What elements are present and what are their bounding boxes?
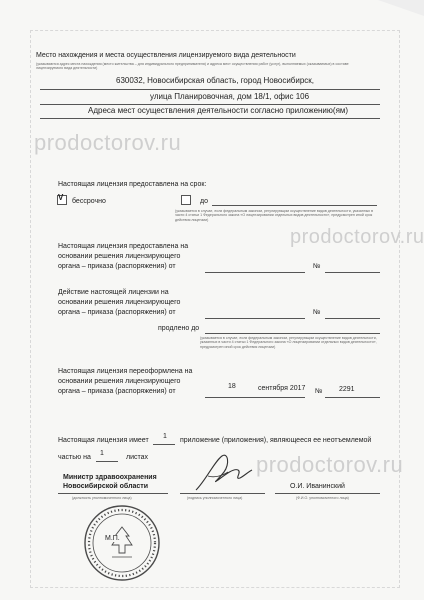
handwritten-signature xyxy=(188,450,258,495)
extend-until-label: продлено до xyxy=(158,325,200,332)
address-line-3: Адреса мест осуществления деятельности согласно приложению(ям) xyxy=(88,106,349,115)
term-note: (указывается в случае, если федеральным законом, регулирующим осуществление видов деятельности, указанных в части 4 статьи 1 Федерального закона «О лицензировании отдельных видов деятельности», предусмотрен иной срок действия лицензии) xyxy=(175,209,374,222)
address-line-1: 630032, Новосибирская область, город Новосибирск, xyxy=(116,76,315,85)
signatory-position-2: Новосибирской области xyxy=(63,483,149,490)
reissue-line-3: органа – приказа (распоряжения) от xyxy=(58,388,176,395)
extend-note: (указывается в случае, если федеральным законом, регулирующим осуществление видов деятельности, указанных в части 4 статьи 1 Федерального закона «О лицензировании отдельных видов деятельности», предусмотрен иной срок действия лицензии) xyxy=(200,336,377,349)
reissue-day: 18 xyxy=(228,383,236,390)
extend-until-rule xyxy=(205,333,380,334)
position-rule xyxy=(58,493,168,494)
reissue-number: 2291 xyxy=(339,386,355,393)
page-corner-fold xyxy=(378,0,424,16)
official-stamp xyxy=(82,503,162,583)
extend-line-3: органа – приказа (распоряжения) от xyxy=(58,309,176,316)
signatory-name: О.И. Иванинский xyxy=(290,483,345,490)
term-checkbox-until xyxy=(181,195,191,205)
address-rule-3 xyxy=(40,118,380,119)
position-note: (должность уполномоченного лица) xyxy=(72,496,132,500)
term-label: Настоящая лицензия предоставлена на срок: xyxy=(58,181,207,188)
reissue-line-1: Настоящая лицензия переоформлена на xyxy=(58,368,193,375)
extend-line-1: Действие настоящей лицензии на xyxy=(58,289,169,296)
annex-count: 1 xyxy=(163,433,167,440)
term-unlimited-label: бессрочно xyxy=(72,198,106,205)
grant-date-rule xyxy=(205,272,305,273)
annex-sheets-rule xyxy=(96,461,118,462)
watermark: prodoctorov.ru xyxy=(290,226,424,248)
grant-line-3: органа – приказа (распоряжения) от xyxy=(58,263,176,270)
annex-suffix: приложение (приложения), являющееся ее неотъемлемой xyxy=(180,437,372,444)
extend-date-rule xyxy=(205,318,305,319)
stamp-placeholder: М.П. xyxy=(105,535,120,542)
reissue-month-year: сентября 2017 xyxy=(258,385,306,392)
header-note: (указываются адрес места нахождения (место жительства – для индивидуального предпринимателя) и адреса мест осуществления работ (услуг), выполняемых (оказываемых) в составе лицензируемого вида деятельности) xyxy=(36,62,349,71)
extend-number-rule xyxy=(325,318,380,319)
grant-line-1: Настоящая лицензия предоставлена на xyxy=(58,243,189,250)
annex-part-suffix: листах xyxy=(126,454,149,461)
reissue-line-2: основании решения лицензирующего xyxy=(58,378,181,385)
extend-line-2: основании решения лицензирующего xyxy=(58,299,181,306)
annex-count-rule xyxy=(153,444,175,445)
reissue-date-rule xyxy=(205,397,305,398)
header-title: Место нахождения и места осуществления лицензируемого вида деятельности xyxy=(36,52,296,59)
reissue-number-label: № xyxy=(315,388,323,395)
name-note: (Ф.И.О. уполномоченного лица) xyxy=(296,496,349,500)
address-line-2: улица Планировочная, дом 18/1, офис 106 xyxy=(150,92,310,101)
term-checkmark: V xyxy=(58,193,64,202)
signature-note: (подпись уполномоченного лица) xyxy=(187,496,243,500)
grant-number-rule xyxy=(325,272,380,273)
annex-part-prefix: частью на xyxy=(58,454,91,461)
address-rule-1 xyxy=(40,89,380,90)
name-rule xyxy=(275,493,380,494)
annex-prefix: Настоящая лицензия имеет xyxy=(58,437,149,444)
watermark: prodoctorov.ru xyxy=(34,130,182,155)
signature-rule xyxy=(180,493,265,494)
reissue-number-rule xyxy=(325,397,380,398)
extend-number-label: № xyxy=(313,309,321,316)
term-until-rule xyxy=(212,205,377,206)
watermark: prodoctorov.ru xyxy=(256,452,404,477)
term-until-label: до xyxy=(200,198,208,205)
address-rule-2 xyxy=(40,104,380,105)
grant-line-2: основании решения лицензирующего xyxy=(58,253,181,260)
signatory-position-1: Министр здравоохранения xyxy=(63,474,157,481)
annex-sheets: 1 xyxy=(100,450,104,457)
grant-number-label: № xyxy=(313,263,321,270)
